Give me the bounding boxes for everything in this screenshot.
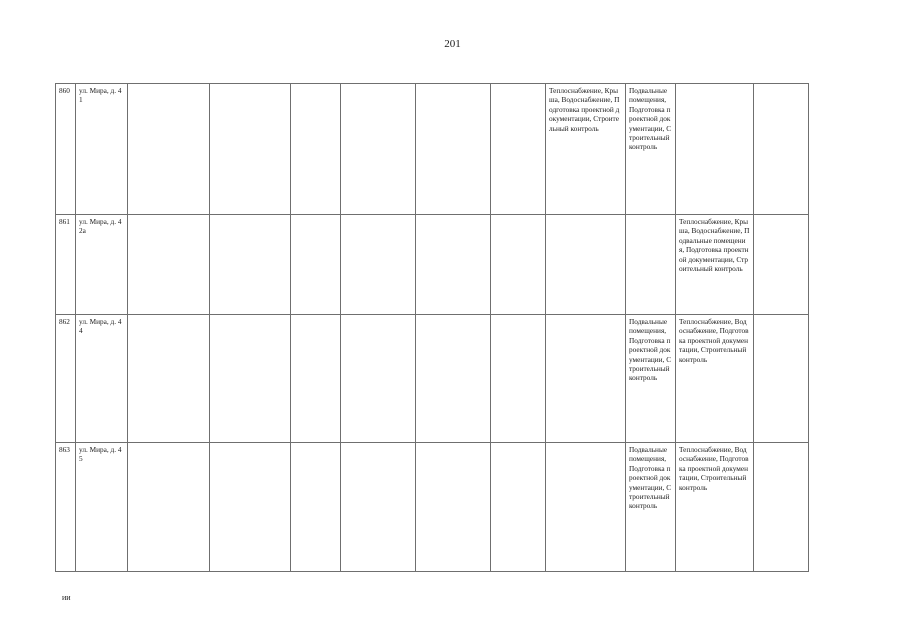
works-cell: Теплоснабжение, Крыша, Водоснабжение, Подвальные помещения, Подготовка проектной документации, Строительный контроль xyxy=(676,215,754,315)
works-cell: Теплоснабжение, Водоснабжение, Подготовка проектной документации, Строительный контроль xyxy=(676,443,754,572)
table-row xyxy=(56,443,809,572)
works-cell xyxy=(546,315,626,443)
works-cell xyxy=(546,215,626,315)
address-cell: ул. Мира, д. 44 xyxy=(76,315,128,443)
works-cell: Теплоснабжение, Крыша, Водоснабжение, Подготовка проектной документации, Строительный контроль xyxy=(546,84,626,215)
works-cell xyxy=(626,215,676,315)
works-table xyxy=(55,83,809,572)
table-row xyxy=(56,84,809,215)
works-cell: Подвальные помещения, Подготовка проектной документации, Строительный контроль xyxy=(626,84,676,215)
works-cell: Подвальные помещения, Подготовка проектной документации, Строительный контроль xyxy=(626,315,676,443)
page-number: 201 xyxy=(444,38,461,50)
address-cell: ул. Мира, д. 41 xyxy=(76,84,128,215)
address-cell: ул. Мира, д. 42а xyxy=(76,215,128,315)
footer-mark: ии xyxy=(62,593,71,602)
works-cell xyxy=(676,84,754,215)
address-cell: ул. Мира, д. 45 xyxy=(76,443,128,572)
works-cell: Теплоснабжение, Водоснабжение, Подготовка проектной документации, Строительный контроль xyxy=(676,315,754,443)
row-number: 863 xyxy=(56,443,76,572)
row-number: 861 xyxy=(56,215,76,315)
row-number: 862 xyxy=(56,315,76,443)
row-number: 860 xyxy=(56,84,76,215)
works-cell: Подвальные помещения, Подготовка проектной документации, Строительный контроль xyxy=(626,443,676,572)
table-row xyxy=(56,215,809,315)
table-row xyxy=(56,315,809,443)
works-cell xyxy=(546,443,626,572)
